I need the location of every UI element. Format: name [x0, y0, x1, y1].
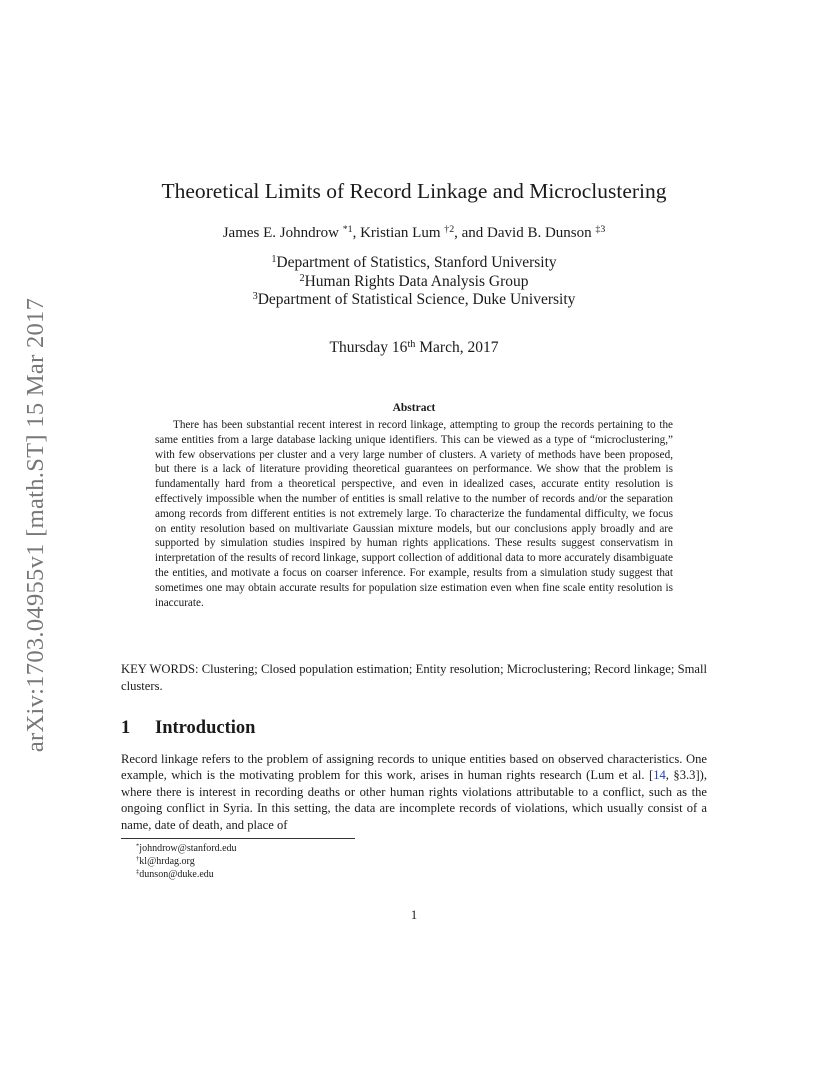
date-ordinal: th	[407, 338, 416, 350]
section-title: Introduction	[155, 718, 256, 738]
paper-title: Theoretical Limits of Record Linkage and Microclustering	[161, 179, 667, 203]
footnote-mark: *	[136, 842, 140, 850]
footnote-email: dunson@duke.edu	[139, 869, 214, 880]
abstract-heading: Abstract	[392, 402, 436, 414]
footnotes	[136, 842, 237, 881]
citation-link[interactable]: 14	[653, 768, 666, 783]
section-number: 1	[121, 718, 131, 738]
footnote-mark: ‡	[136, 868, 140, 876]
affiliation-text: Department of Statistical Science, Duke University	[257, 291, 576, 309]
author-name: Kristian Lum	[360, 225, 441, 241]
date-day: Thursday 16	[329, 339, 408, 356]
intro-text: Record linkage refers to the problem of assigning records to unique entities based on observed characteristics. One example, which is the motivating problem for this work, arises in human rights research (Lum et al. [	[121, 752, 707, 783]
footnote	[136, 855, 237, 868]
affiliation-text: Human Rights Data Analysis Group	[304, 272, 529, 290]
affiliation-number: 3	[252, 291, 258, 303]
arxiv-stamp: arXiv:1703.04955v1 [math.ST] 15 Mar 2017	[22, 297, 49, 753]
author-separator: ,	[352, 225, 361, 241]
abstract-body: There has been substantial recent interest in record linkage, attempting to group the records pertaining to the same entities from a large database lacking unique identifiers. This can be viewed as a type of “microclustering,” with few observations per cluster and a very large number of clusters. A variety of methods have been proposed, but there is a lack of literature providing theoretical guarantees on performance. We show that the problem is fundamentally hard from a theoretical perspective, and even in idealized cases, accurate entity resolution is effectively impossible when the number of entities is small relative to the number of records and/or the separation among records from different entities is not extremely large. To characterize the fundamental difficulty, we focus on entity resolution based on multivariate Gaussian mixture models, but our conclusions apply broadly and are supported by simulation studies inspired by human rights applications. These results suggest conservatism in interpretation of the results of record linkage, support collection of additional data to more accurately disambiguate the entities, and motivate a focus on coarser inference. For example, results from a simulation study suggest that sometimes one may obtain accurate results for population size estimation even when fine scale entity resolution is inaccurate.	[155, 419, 673, 609]
affiliation-number: 1	[271, 253, 277, 265]
affiliation	[100, 254, 728, 273]
footnote-email: johndrow@stanford.edu	[139, 843, 237, 854]
date-rest: March, 2017	[415, 339, 499, 356]
author-separator: , and	[454, 225, 488, 241]
footnote-mark: †	[136, 855, 140, 863]
section-heading	[121, 715, 255, 741]
author-marks: †2	[444, 224, 455, 236]
intro-paragraph	[121, 751, 707, 833]
author-name: David B. Dunson	[487, 225, 592, 241]
keywords: KEY WORDS: Clustering; Closed population estimation; Entity resolution; Microclustering; Record linkage; Small clusters.	[121, 662, 707, 693]
author-list	[100, 221, 728, 245]
author-marks: *1	[342, 224, 353, 236]
footnote	[136, 842, 237, 855]
page-number: 1	[410, 908, 418, 922]
affiliation-list	[100, 254, 728, 310]
footnote-email: kl@hrdag.org	[139, 856, 195, 867]
affiliation-text: Department of Statistics, Stanford University	[276, 254, 557, 271]
footnote-rule	[121, 838, 355, 839]
footnote	[136, 868, 237, 881]
intro-text: , §3.3]), where there is interest in recording deaths or other human rights violations attributable to a conflict, such as the ongoing conflict in Syria. In this setting, the data are incomplete records of violations, which usually consist of a name, date of death, and place of	[121, 768, 708, 832]
affiliation	[100, 273, 728, 292]
author-name: James E. Johndrow	[222, 225, 339, 241]
author-marks: ‡3	[595, 224, 606, 236]
affiliation	[100, 291, 728, 310]
paper-date	[100, 336, 728, 360]
affiliation-number: 2	[299, 272, 305, 284]
